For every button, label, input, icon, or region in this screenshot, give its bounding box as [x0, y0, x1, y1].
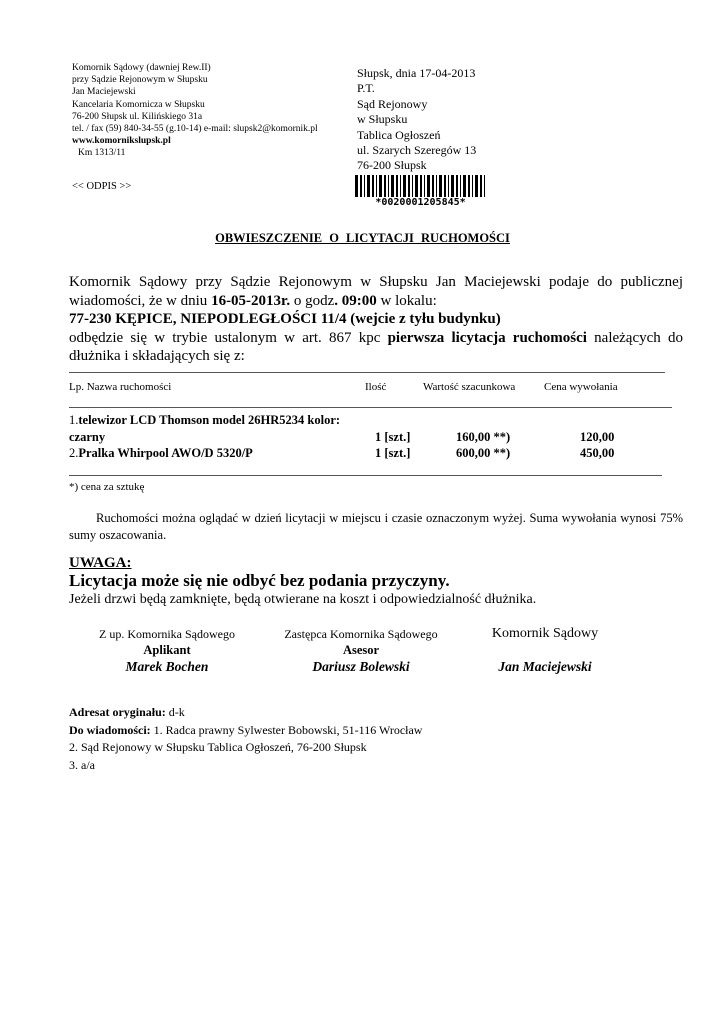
row-qty: 1 [szt.]: [375, 446, 411, 460]
footnote: *) cena za sztukę: [69, 481, 145, 493]
date-line: Słupsk, dnia 17-04-2013: [357, 66, 476, 80]
col-header-qty: Ilość: [365, 381, 387, 393]
signature-block: [473, 626, 617, 676]
signature-block: [263, 626, 459, 676]
copy-recipient: Do wiadomości: 1. Radca prawny Sylwester Bobowski, 51-116 Wrocław: [69, 722, 423, 737]
barcode-bar: [415, 175, 418, 199]
distribution-list: [69, 704, 422, 774]
barcode-bar: [472, 175, 473, 199]
sender-line: Komornik Sądowy (dawniej Rew.II): [72, 63, 211, 73]
sender-line: przy Sądzie Rejonowym w Słupsku: [72, 75, 208, 86]
sender-line: Kancelaria Komornicza w Słupsku: [72, 99, 205, 110]
barcode-bar: [451, 175, 454, 199]
barcode-bar: [475, 175, 478, 199]
divider: [69, 407, 672, 408]
barcode-bar: [408, 175, 410, 199]
signature-title: Zastępca Komornika Sądowego: [284, 627, 438, 641]
viewing-paragraph: Ruchomości można oglądać w dzień licytacji w miejscu i czasie oznaczonym wyżej. Suma wywołania wynosi 75% sumy oszacowania.: [69, 511, 683, 542]
barcode-bar: [484, 175, 485, 199]
signature-block: [72, 626, 262, 676]
barcode-bar: [367, 175, 370, 199]
barcode-bar: [376, 175, 377, 199]
barcode-bar: [379, 175, 382, 199]
intro-text: [69, 273, 683, 366]
barcode-bar: [448, 175, 449, 199]
barcode-bar: [460, 175, 461, 199]
signature-title: Komornik Sądowy: [491, 626, 599, 641]
sender-block: [72, 62, 318, 160]
barcode-bar: [468, 175, 470, 199]
recipient-line: Sąd Rejonowy: [357, 96, 428, 111]
signature-role: Aplikant: [143, 643, 191, 657]
barcode-bar: [400, 175, 401, 199]
col-header-name: Lp. Nazwa ruchomości: [69, 381, 172, 393]
signature-role: [473, 642, 617, 658]
warning-heading: UWAGA:: [69, 555, 132, 571]
barcode-bar: [436, 175, 437, 199]
barcode-bar: [412, 175, 413, 199]
row-price: 120,00: [580, 430, 615, 444]
row-price: 450,00: [580, 446, 615, 460]
barcode-bar: [456, 175, 458, 199]
barcode-bar: [384, 175, 386, 199]
row-qty: 1 [szt.]: [375, 430, 411, 444]
barcode-bar: [424, 175, 425, 199]
signature-name: Dariusz Bolewski: [312, 659, 410, 674]
case-number: Km 1313/11: [78, 148, 126, 159]
recipient-block: [357, 66, 476, 174]
sender-line: 76-200 Słupsk ul. Kilińskiego 31a: [72, 111, 203, 122]
warning-text: Jeżeli drzwi będą zamknięte, będą otwierane na koszt i odpowiedzialność dłużnika.: [69, 592, 537, 607]
divider: [69, 372, 665, 373]
col-header-value: Wartość szacunkowa: [423, 381, 516, 393]
auction-type: pierwsza licytacja ruchomości: [387, 329, 587, 346]
barcode-bar: [364, 175, 365, 199]
sender-line: Jan Maciejewski: [72, 87, 136, 98]
signature-name: Marek Bochen: [125, 659, 209, 674]
barcode-bar: [439, 175, 442, 199]
barcode-bar: [360, 175, 362, 199]
signature-name: Jan Maciejewski: [498, 659, 592, 674]
table-row-cont: czarny: [69, 430, 106, 444]
barcode-bar: [391, 175, 394, 199]
barcode-bar: [420, 175, 422, 199]
barcode-bar: [388, 175, 389, 199]
barcode-bar: [432, 175, 434, 199]
divider: [69, 475, 662, 476]
copy-recipient: 3. a/a: [69, 757, 95, 772]
sender-website: www.komornikslupsk.pl: [72, 136, 171, 147]
recipient-line: ul. Szarych Szeregów 13: [357, 143, 477, 158]
barcode-bar: [427, 175, 430, 199]
barcode-text: *0020001205845*: [355, 197, 486, 209]
barcode-bar: [444, 175, 446, 199]
odpis-label: << ODPIS >>: [72, 181, 132, 192]
recipient-line: P.T.: [357, 81, 375, 96]
recipient-line: 76-200 Słupsk: [357, 158, 427, 173]
recipient-line: Tablica Ogłoszeń: [357, 127, 441, 142]
row-value: 160,00 **): [456, 430, 511, 444]
recipient-line: w Słupsku: [357, 112, 408, 127]
barcode-bar: [372, 175, 374, 199]
barcode-bar: [355, 175, 358, 199]
copy-recipient: 2. Sąd Rejonowy w Słupsku Tablica Ogłoszeń, 76-200 Słupsk: [69, 740, 367, 754]
row-value: 600,00 **): [456, 446, 511, 460]
intro-paragraph-2: odbędzie się w trybie ustalonym w art. 867 kpc pierwsza licytacja ruchomości należących do dłużnika i składających się z:: [69, 329, 683, 364]
intro-paragraph: Komornik Sądowy przy Sądzie Rejonowym w Słupsku Jan Maciejewski podaje do publicznej wiadomości, że w dniu 16-05-2013r. o godz. 09:00 w lokalu:: [69, 274, 683, 309]
sender-contact: tel. / fax (59) 840-34-55 (g.10-14) e-mail: slupsk2@komornik.pl: [72, 124, 318, 135]
barcode-bar: [480, 175, 482, 199]
signature-title: Z up. Komornika Sądowego: [99, 627, 235, 641]
document-title: OBWIESZCZENIE O LICYTACJI RUCHOMOŚCI: [215, 231, 510, 245]
barcode-bar: [463, 175, 466, 199]
auction-address: 77-230 KĘPICE, NIEPODLEGŁOŚCI 11/4 (wejcie z tyłu budynku): [69, 311, 501, 327]
original-addressee: Adresat oryginału: d-k: [69, 705, 185, 719]
table-row: 1.telewizor LCD Thomson model 26HR5234 kolor:: [69, 413, 341, 427]
auction-date: 16-05-2013r.: [211, 292, 291, 309]
warning-bold: Licytacja może się nie odbyć bez podania przyczyny.: [69, 571, 450, 590]
signature-role: Asesor: [342, 643, 380, 657]
barcode-bar: [396, 175, 398, 199]
auction-time: . 09:00: [334, 292, 377, 309]
col-header-price: Cena wywołania: [544, 381, 618, 393]
barcode-bar: [403, 175, 406, 199]
barcode: [355, 175, 486, 209]
table-row: 2.Pralka Whirpool AWO/D 5320/P: [69, 446, 253, 460]
